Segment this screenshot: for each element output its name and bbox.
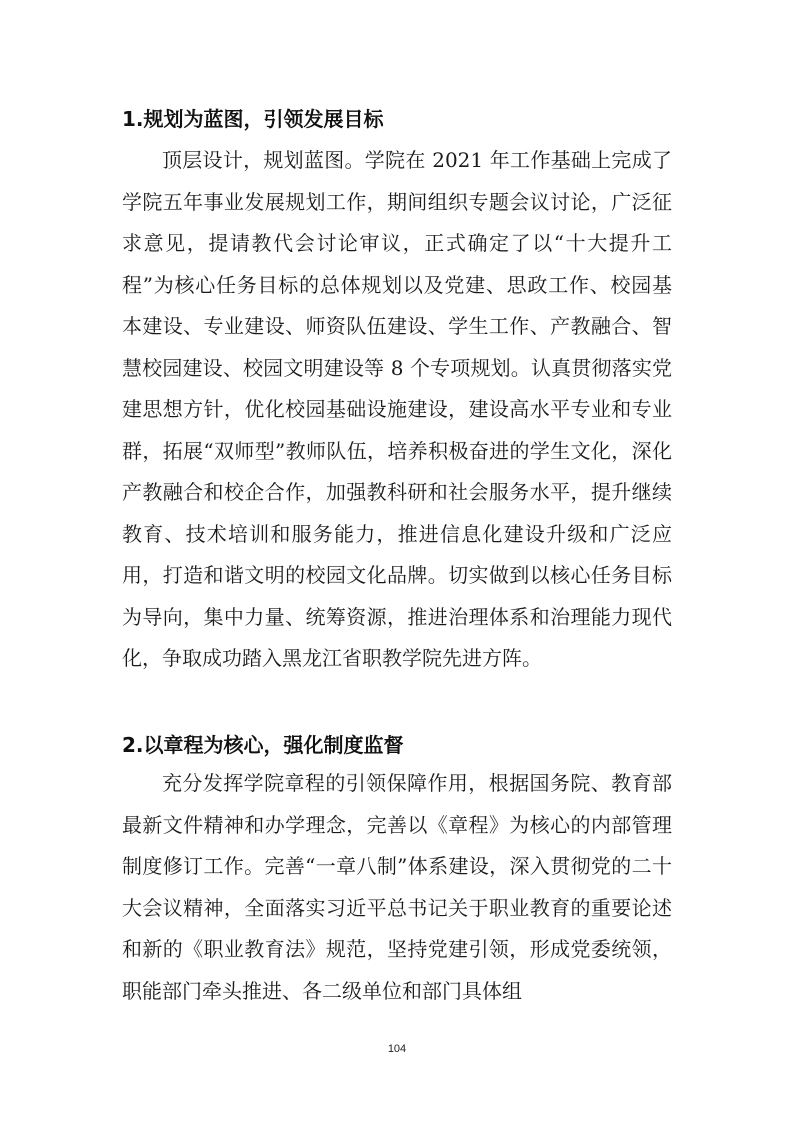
section-1-paragraph: 顶层设计，规划蓝图。学院在 2021 年工作基础上完成了学院五年事业发展规划工作，期间组织专题会议讨论，广泛征求意见，提请教代会讨论审议，正式确定了以“十大提升工程”为核心任务目标的总体规划以及党建、思政工作、校园基本建设、专业建设、师资队伍建设、学生工作、产教融合、智慧校园建设、校园文明建设等 8 个专项规划。认真贯彻落实党建思想方针，优化校园基础设施建设，建设高水平专业和专业群，拓展“双师型”教师队伍，培养积极奋进的学生文化，深化产教融合和校企合作，加强教科研和社会服务水平，提升继续教育、技术培训和服务能力，推进信息化建设升级和广泛应用，打造和谐文明的校园文化品牌。切实做到以核心任务目标为导向，集中力量、统筹资源，推进治理体系和治理能力现代化，争取成功踏入黑龙江省职教学院先进方阵。 bbox=[122, 148, 672, 670]
section-1-heading: 1.规划为蓝图，引领发展目标 bbox=[122, 107, 384, 131]
page-number: 104 bbox=[387, 1043, 407, 1055]
section-2-heading: 2.以章程为核心，强化制度监督 bbox=[122, 733, 404, 757]
section-2-paragraph: 充分发挥学院章程的引领保障作用，根据国务院、教育部最新文件精神和办学理念，完善以《章程》为核心的内部管理制度修订工作。完善“一章八制”体系建设，深入贯彻党的二十大会议精神，全面落实习近平总书记关于职业教育的重要论述和新的《职业教育法》规范，坚持党建引领，形成党委统领，职能部门牵头推进、各二级单位和部门具体组 bbox=[122, 771, 672, 1003]
